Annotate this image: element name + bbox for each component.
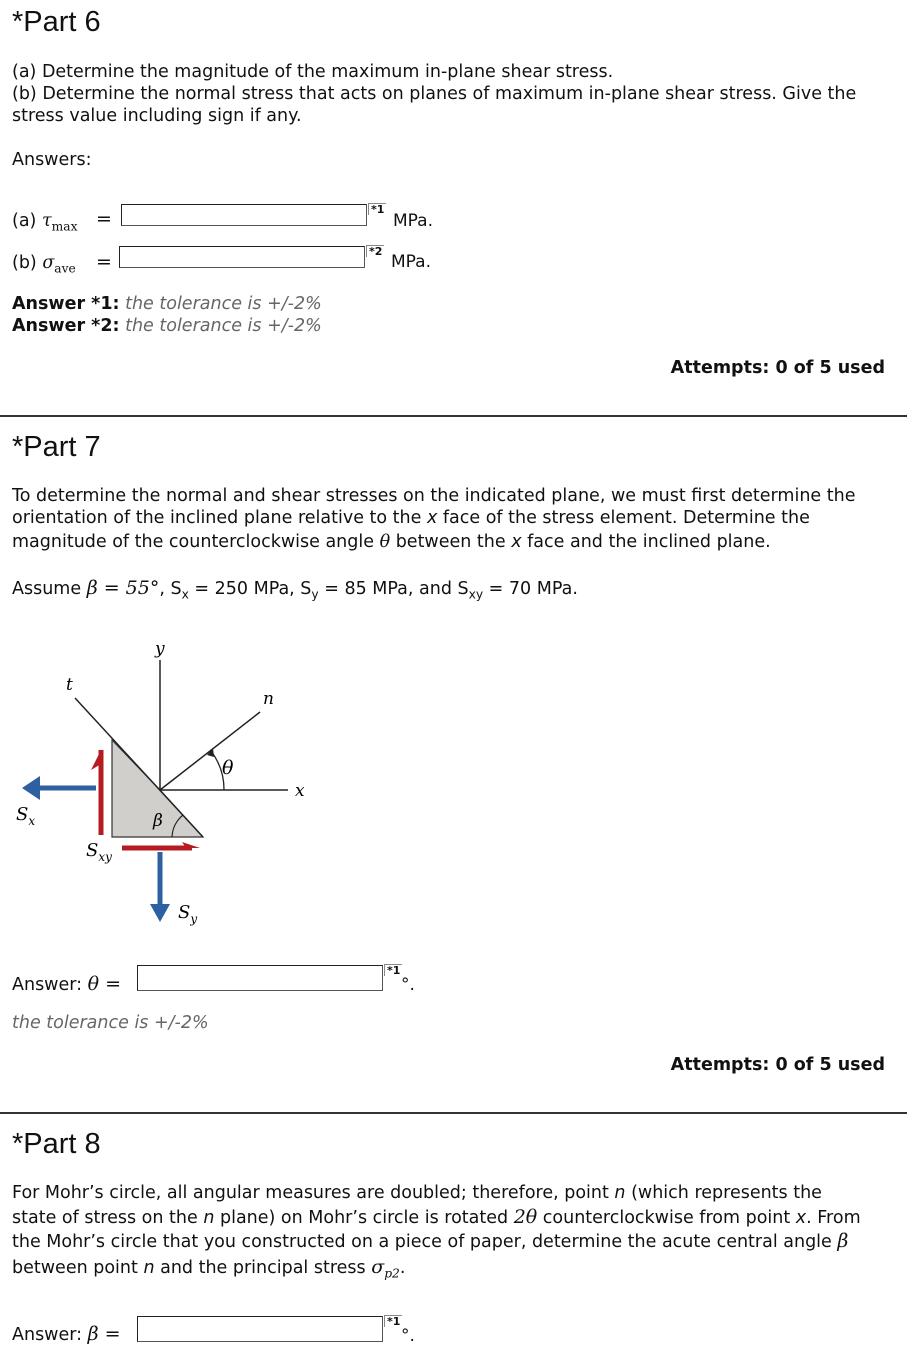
label-n: n — [263, 689, 274, 709]
shear-stress-max-input[interactable] — [121, 204, 367, 226]
part6-attempts: Attempts: 0 of 5 used — [670, 358, 885, 378]
part6-answers-label: Answers: — [12, 150, 92, 170]
part7-title: *Part 7 — [12, 431, 101, 463]
label-t: t — [66, 675, 73, 695]
part6-unit-b: MPa. — [391, 252, 431, 272]
part8-answer-tag: *1 — [384, 1315, 402, 1327]
label-sxy: $S_{xy}$ — [86, 840, 112, 864]
part8-paragraph-line1: For Mohr’s circle, all angular measures are doubled; therefore, point n (which represents the — [12, 1183, 822, 1203]
sx-arrowhead — [22, 776, 40, 800]
part8-paragraph-line3: the Mohr’s circle that you constructed on a piece of paper, determine the acute central angle β — [12, 1230, 849, 1252]
answer-tag-2: *2 — [366, 245, 384, 257]
label-sx: $S_x$ — [16, 804, 36, 828]
label-beta: β — [153, 811, 163, 831]
part7-paragraph-line1: To determine the normal and shear stresses on the indicated plane, we must first determine the — [12, 486, 856, 506]
part6-tolerance-1: Answer *1: the tolerance is +/-2% — [12, 294, 322, 314]
divider-part6-part7 — [0, 415, 907, 417]
part6-row-b-label: (b) $\sigma_{ave}$ — [12, 253, 76, 276]
part6-tolerance-2: Answer *2: the tolerance is +/-2% — [12, 316, 322, 336]
part6-question-a: (a) Determine the magnitude of the maximum in-plane shear stress. — [12, 62, 614, 82]
part8-unit: °. — [401, 1326, 415, 1346]
part6-question-b-line2: stress value including sign if any. — [12, 106, 302, 126]
answer-tag-1: *1 — [368, 203, 386, 215]
label-sy: $S_y$ — [178, 902, 198, 926]
divider-part7-part8 — [0, 1112, 907, 1114]
stress-element-diagram — [0, 630, 340, 940]
part8-paragraph-line4: between point n and the principal stress $\sigma_{p2}$. — [12, 1256, 406, 1281]
part7-attempts: Attempts: 0 of 5 used — [670, 1055, 885, 1075]
part7-answer-tag: *1 — [384, 964, 402, 976]
part6-row-b-equals: = — [96, 251, 112, 273]
part7-paragraph-line3: magnitude of the counterclockwise angle θ between the x face and the inclined plane. — [12, 532, 771, 552]
part7-paragraph-line2: orientation of the inclined plane relative to the x face of the stress element. Determine the — [12, 508, 810, 528]
sy-arrowhead — [150, 904, 170, 922]
label-x: x — [295, 781, 305, 801]
beta-answer-input[interactable] — [137, 1316, 383, 1342]
part8-paragraph-line2: state of stress on the n plane) on Mohr’s circle is rotated 2θ counterclockwise from point x. From — [12, 1206, 861, 1228]
part6-row-a-equals: = — [96, 208, 112, 230]
part7-answer-label: Answer: θ = — [12, 973, 122, 995]
label-y: y — [155, 639, 165, 659]
part6-unit-a: MPa. — [393, 211, 433, 231]
part8-answer-label: Answer: β = — [12, 1323, 121, 1345]
normal-stress-ave-input[interactable] — [119, 246, 365, 268]
part8-title: *Part 8 — [12, 1128, 101, 1160]
part6-question-b-line1: (b) Determine the normal stress that acts on planes of maximum in-plane shear stress. Give the — [12, 84, 857, 104]
theta-answer-input[interactable] — [137, 965, 383, 991]
part7-unit: °. — [401, 975, 415, 995]
part7-tolerance: the tolerance is +/-2% — [12, 1013, 209, 1033]
part6-title: *Part 6 — [12, 6, 101, 38]
part7-assumptions: Assume β = 55°, $S_x = 250$ MPa, $S_y = 85$ MPa, and $S_{xy} = 70$ MPa. — [12, 577, 578, 602]
part6-row-a-label: (a) $\tau_{max}$ — [12, 211, 78, 234]
n-axis-line — [160, 712, 260, 790]
label-theta: θ — [222, 757, 234, 779]
